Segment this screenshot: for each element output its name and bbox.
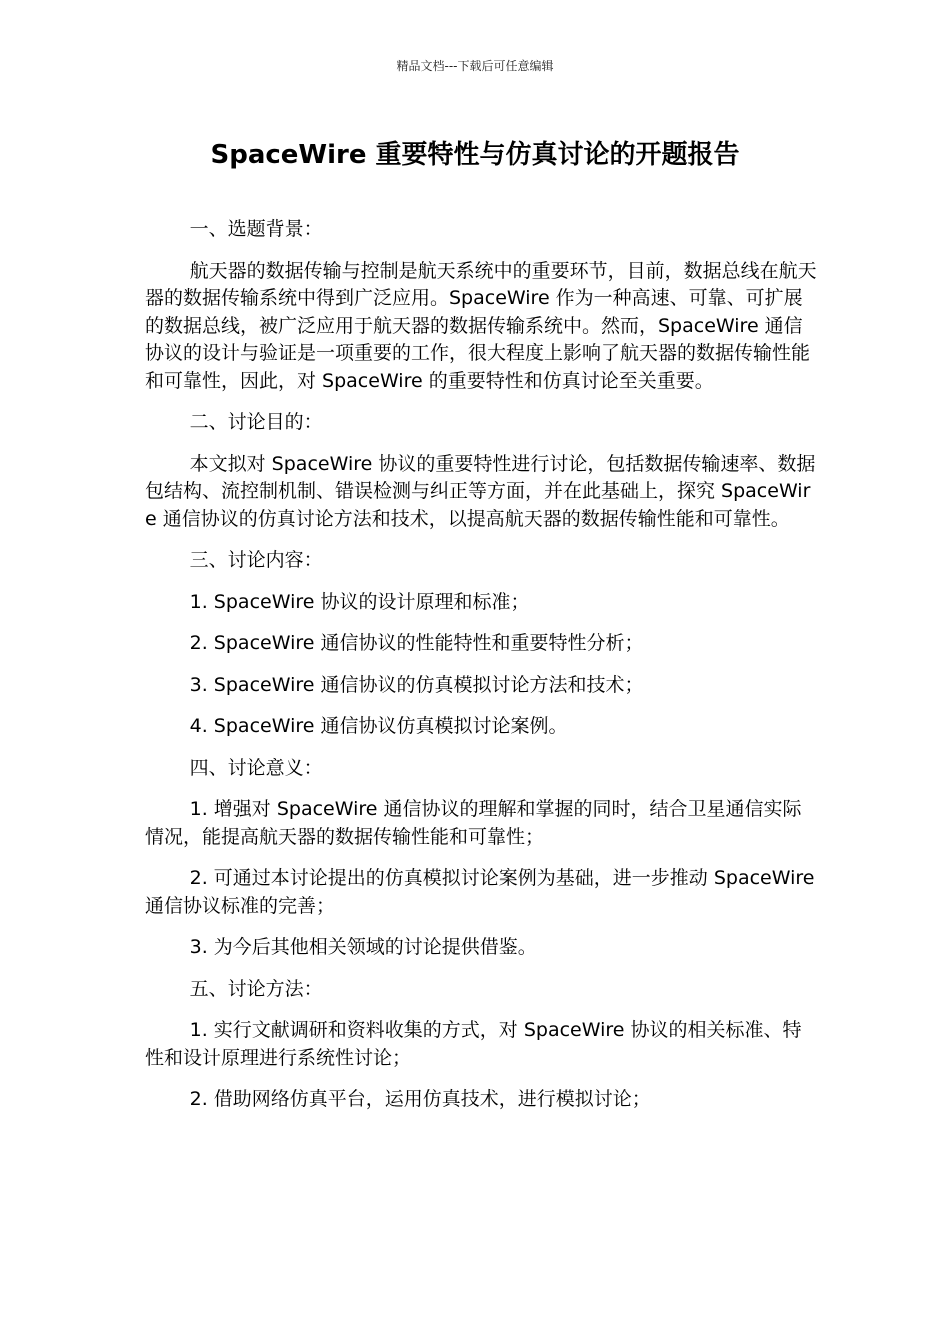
- method-item-2: 2. 借助网络仿真平台，运用仿真技术，进行模拟讨论；: [189, 1088, 651, 1110]
- content-item-4: 4. SpaceWire 通信协议仿真模拟讨论案例。: [189, 715, 568, 737]
- background-paragraph: 航天器的数据传输与控制是航天系统中的重要环节，目前，数据总线在航天器的数据传输系统中得到广泛应用。SpaceWire 作为一种高速、可靠、可扩展的数据总线，被广泛应用于航天器的数据传输系统中。然而，SpaceWire 通信协议的设计与验证是一项重要的工作，很大程度上影响了航天器的数据传输性能和可靠性，因此，对 SpaceWire 的重要特性和仿真讨论至关重要。: [145, 259, 817, 392]
- section-heading-significance: 四、讨论意义：: [189, 756, 323, 779]
- content-item-3: 3. SpaceWire 通信协议的仿真模拟讨论方法和技术；: [189, 673, 644, 696]
- method-item-1: 1. 实行文献调研和资料收集的方式，对 SpaceWire 协议的相关标准、特性和设计原理进行系统性讨论；: [145, 1019, 802, 1069]
- content-item-2: 2. SpaceWire 通信协议的性能特性和重要特性分析；: [189, 632, 644, 654]
- section-heading-content: 三、讨论内容：: [189, 549, 323, 571]
- document-body: [145, 216, 820, 1128]
- significance-item-3: 3. 为今后其他相关领域的讨论提供借鉴。: [189, 936, 537, 958]
- header-note: 精品文档---下载后可任意编辑: [396, 59, 554, 73]
- purpose-paragraph: 本文拟对 SpaceWire 协议的重要特性进行讨论，包括数据传输速率、数据包结构、流控制机制、错误检测与纠正等方面，并在此基础上，探究 SpaceWire 通信协议的仿真讨论方法和技术，以提高航天器的数据传输性能和可靠性。: [145, 452, 816, 530]
- section-heading-background: 一、选题背景：: [189, 218, 323, 240]
- section-heading-purpose: 二、讨论目的：: [189, 411, 323, 433]
- content-item-1: 1. SpaceWire 协议的设计原理和标准；: [189, 590, 530, 613]
- page-title: SpaceWire 重要特性与仿真讨论的开题报告: [210, 140, 740, 170]
- section-heading-method: 五、讨论方法：: [189, 977, 323, 1000]
- significance-item-2: 2. 可通过本讨论提出的仿真模拟讨论案例为基础，进一步推动 SpaceWire 通信协议标准的完善；: [145, 867, 815, 917]
- significance-item-1: 1. 增强对 SpaceWire 通信协议的理解和掌握的同时，结合卫星通信实际情况，能提高航天器的数据传输性能和可靠性；: [145, 798, 802, 848]
